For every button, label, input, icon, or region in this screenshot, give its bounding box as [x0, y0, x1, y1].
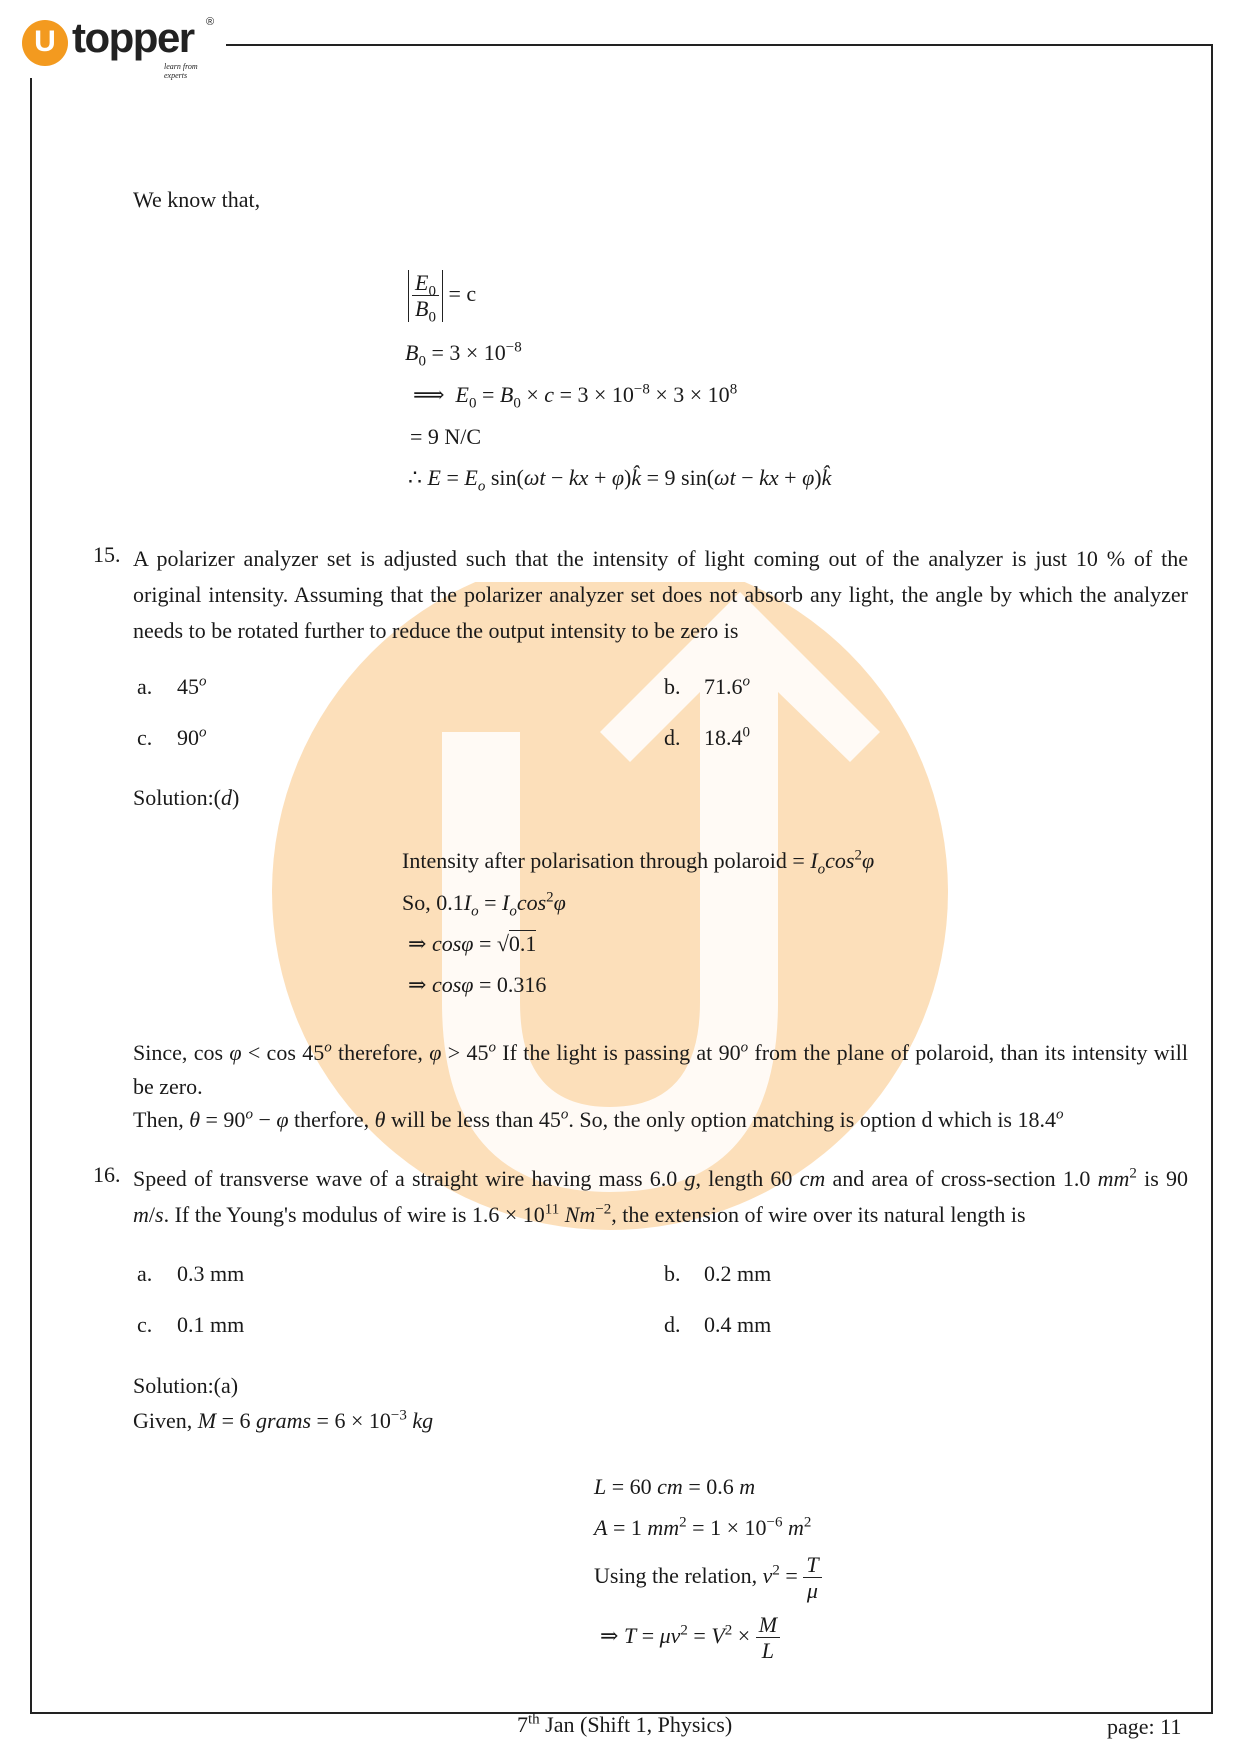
- logo-mark-icon: U: [22, 20, 68, 66]
- q15-option-b-value: 71.6$^o$: [704, 673, 750, 699]
- q15-work-line2: So, $0.1I_o = I_o\cos^2\varphi$: [402, 889, 566, 920]
- q15-explanation-2: Then, $\theta = 90^o - \varphi$ therfore, θ will be less than 45$^o$. So, the only option matching is option d which is 18.4$^o$: [133, 1106, 1064, 1132]
- page-frame-right: [1211, 44, 1213, 1714]
- q16-option-a-value: 0.3 mm: [177, 1261, 245, 1286]
- q15-explanation-1: Since, cos φ < cos 45$^o$ therefore, $\varphi > 45^o$ If the light is passing at 90$^o$ from the plane of polaroid, than its intensity will be zero.: [133, 1039, 1189, 1099]
- page-frame-left: [30, 78, 32, 1714]
- q15-option-d-value: 18.4$^0$: [704, 724, 750, 750]
- q15-option-a[interactable]: a. 45$^o$: [137, 673, 207, 699]
- q16-option-a[interactable]: a. 0.3 mm: [137, 1261, 245, 1286]
- q16-solution-label: Solution:(a): [133, 1373, 239, 1398]
- q16-work-line2: A = 1 $mm^2 = 1 \times 10^{-6}$ $m^2$: [594, 1514, 812, 1540]
- q15-option-a-value: 45$^o$: [177, 673, 207, 699]
- q16-option-d-value: 0.4 mm: [704, 1312, 772, 1337]
- q16-option-b[interactable]: b. 0.2 mm: [664, 1261, 772, 1286]
- q15-solution-label: Solution:(d): [133, 785, 240, 810]
- q16-option-c[interactable]: c. 0.1 mm: [137, 1312, 245, 1337]
- q15-option-c[interactable]: c. 90$^o$: [137, 724, 207, 750]
- footer-page-number: page: 11: [1107, 1714, 1182, 1739]
- equation-9nc: = 9 N/C: [410, 424, 482, 449]
- logo-registered: ®: [206, 16, 215, 28]
- q15-text: A polarizer analyzer set is adjusted such that the intensity of light coming out of the analyzer is just 10 % of the original intensity. Assuming that the polarizer analyzer set does not absorb any light, the angle by which the analyzer needs to be rotated further to reduce the output intensity to be zero is: [133, 546, 1188, 643]
- q15-number: 15.: [93, 542, 121, 567]
- q15-option-b[interactable]: b. 71.6$^o$: [664, 673, 750, 699]
- footer-exam-label: 7th Jan (Shift 1, Physics): [517, 1711, 733, 1737]
- q16-option-c-value: 0.1 mm: [177, 1312, 245, 1337]
- equation-e0: ⟹ $E_0 = B_0 \times c = 3 \times 10^{-8} \times 3 \times 10^8$: [413, 381, 738, 412]
- q16-option-b-value: 0.2 mm: [704, 1261, 772, 1286]
- logo-text: topper: [72, 14, 194, 61]
- q15-work-line1: Intensity after polarisation through polaroid = $I_o\cos^2\varphi$: [402, 847, 875, 878]
- q16-number: 16.: [93, 1162, 121, 1187]
- q15-option-c-value: 90$^o$: [177, 724, 207, 750]
- topper-logo: [22, 14, 222, 80]
- q15-option-d[interactable]: d. 18.4$^0$: [664, 724, 750, 750]
- q16-given: Given, M = 6 grams = $6 \times 10^{-3}$ kg: [133, 1407, 434, 1433]
- equation-field: ∴ $E = E_o$ sin(ωt − kx + φ)k̂ = 9 sin(ωt − kx + φ)k̂: [408, 465, 832, 495]
- q16-work-line1: L = 60 cm = 0.6 m: [594, 1474, 756, 1499]
- q16-option-d[interactable]: d. 0.4 mm: [664, 1312, 772, 1337]
- equation-e0-over-b0: $\frac{E_0}{B_0}$ = c: [408, 270, 476, 322]
- q15-work-line4: ⇒ cosφ = 0.316: [408, 972, 547, 997]
- equation-b0: $B_0 = 3 \times 10^{-8}$: [405, 339, 522, 370]
- equation-rhs: = c: [448, 280, 477, 306]
- q16-work-line4: ⇒ $T = \mu v^2 = V^2$ × $\frac{M}{L}$: [600, 1612, 780, 1664]
- q16-work-line3: Using the relation, $v^2$ = $\frac{T}{\mu}$: [594, 1552, 822, 1604]
- watermark-logo: [270, 582, 950, 1262]
- logo-tagline: learn from experts: [164, 62, 198, 80]
- q16-text: Speed of transverse wave of a straight wire having mass 6.0 g, length 60 cm and area of cross-section 1.0 $mm^2$ is 90 m/s. If the Young's modulus of wire is $1.6 \times 10^{11}$ $Nm^{-2}$, the extension of wire over its natural length is: [133, 1165, 1188, 1227]
- q15-work-line3: ⇒ cosφ = √0.1: [408, 931, 537, 956]
- intro-text: We know that,: [133, 187, 261, 212]
- page-frame-top: [226, 44, 1213, 46]
